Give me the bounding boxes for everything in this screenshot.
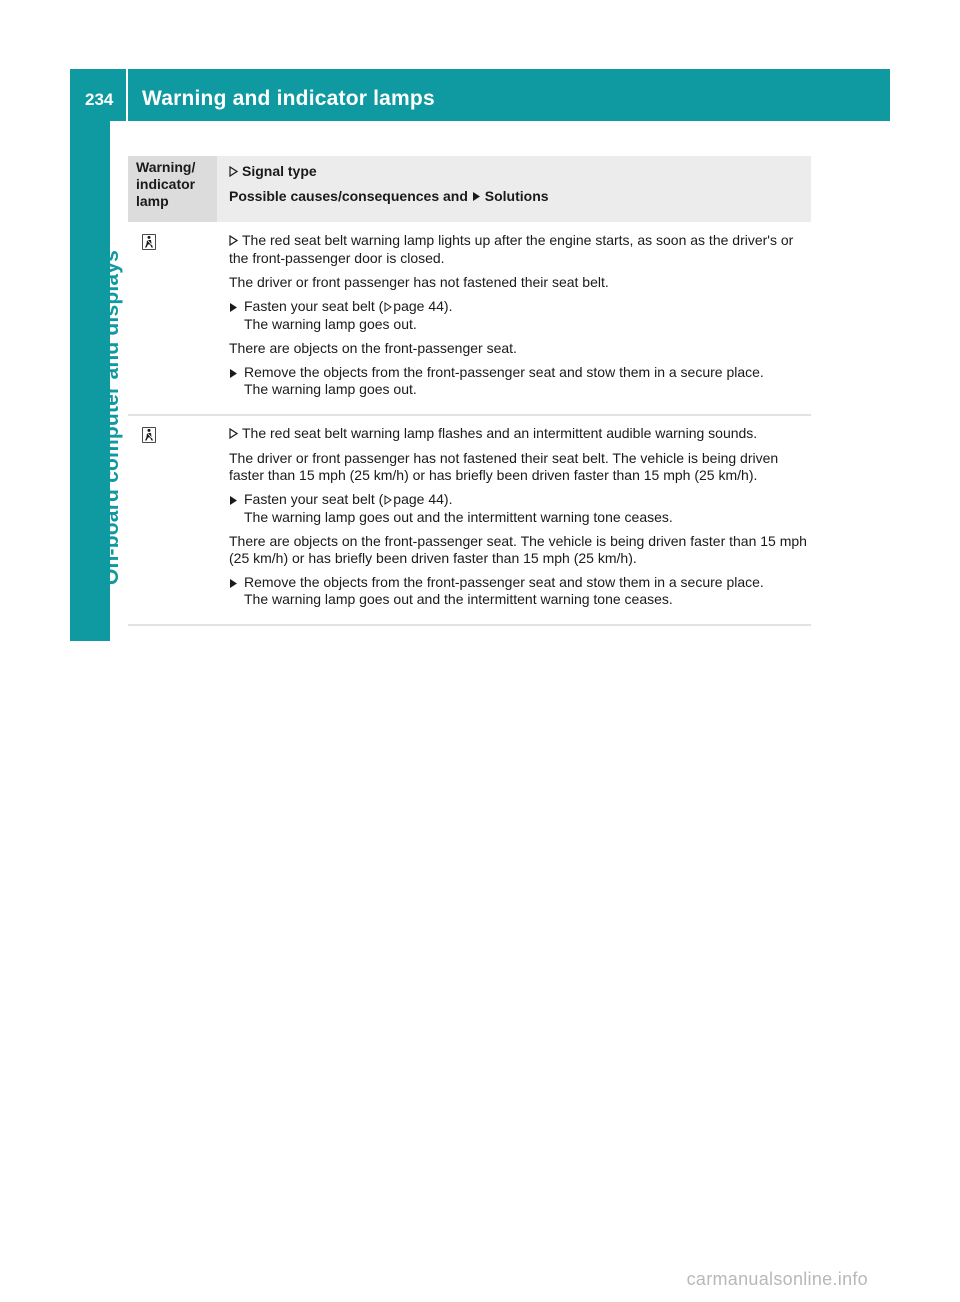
header-divider (126, 69, 128, 121)
cause-text: The driver or front passenger has not fastened their seat belt. The vehicle is being driven faster than 15 mph (25 km/h) or has briefly been driven faster than 15 mph (25 km/h). (229, 450, 779, 483)
triangle-outline-icon (229, 426, 238, 443)
solutions-label: Solutions (484, 188, 549, 204)
section-label: On-board computer and displays (100, 249, 123, 585)
seat-belt-icon (142, 427, 156, 448)
step-result: The warning lamp goes out and the intermittent warning tone ceases. (244, 591, 673, 607)
step-result: The warning lamp goes out. (244, 316, 417, 332)
arrow-filled-icon (229, 364, 244, 398)
cause-text: The driver or front passenger has not fastened their seat belt. (229, 274, 609, 290)
page-reference-icon (384, 492, 392, 509)
signal-description: The red seat belt warning lamp lights up after the engine starts, as soon as the driver's or the front-passenger door is closed. (229, 232, 794, 266)
page-reference-link[interactable]: page 44). (393, 298, 453, 314)
signal-type-label: Signal type (242, 163, 317, 179)
description-cell (217, 232, 811, 405)
page-reference-link[interactable]: page 44). (393, 491, 453, 507)
page-reference-icon (384, 299, 392, 316)
warning-lamp-table (128, 156, 811, 626)
cause-text: There are objects on the front-passenger seat. The vehicle is being driven faster than 15 mph (25 km/h) or has briefly been driven faster than 15 mph (25 km/h). (229, 533, 807, 566)
triangle-outline-icon (229, 233, 238, 250)
page-title: Warning and indicator lamps (142, 87, 435, 110)
description-cell (217, 425, 811, 615)
arrow-filled-icon (229, 298, 244, 333)
lamp-cell (128, 425, 217, 615)
lamp-cell (128, 232, 217, 405)
cause-text: There are objects on the front-passenger seat. (229, 340, 517, 356)
solution-step: Fasten your seat belt ( page 44). The warning lamp goes out and the intermittent warning tone ceases. (229, 491, 811, 526)
column-header-lamp: Warning/ indicator lamp (128, 156, 217, 222)
seat-belt-icon (142, 234, 156, 255)
solution-step: Remove the objects from the front-passenger seat and stow them in a secure place. The warning lamp goes out. (229, 364, 811, 398)
table-row (128, 416, 811, 626)
column-header-main (217, 156, 549, 222)
solution-step: Fasten your seat belt ( page 44). The warning lamp goes out. (229, 298, 811, 333)
causes-label: Possible causes/consequences and (229, 188, 468, 204)
footer-watermark: carmanualsonline.info (686, 1269, 868, 1289)
arrow-filled-icon (472, 189, 481, 206)
step-result: The warning lamp goes out. (244, 381, 417, 397)
arrow-filled-icon (229, 491, 244, 526)
step-result: The warning lamp goes out and the intermittent warning tone ceases. (244, 509, 673, 525)
signal-description: The red seat belt warning lamp flashes and an intermittent audible warning sounds. (229, 425, 811, 443)
solution-step: Remove the objects from the front-passenger seat and stow them in a secure place. The warning lamp goes out and the intermittent warning tone ceases. (229, 574, 811, 608)
triangle-outline-icon (229, 164, 238, 181)
arrow-filled-icon (229, 574, 244, 608)
page-number: 234 (85, 90, 114, 109)
